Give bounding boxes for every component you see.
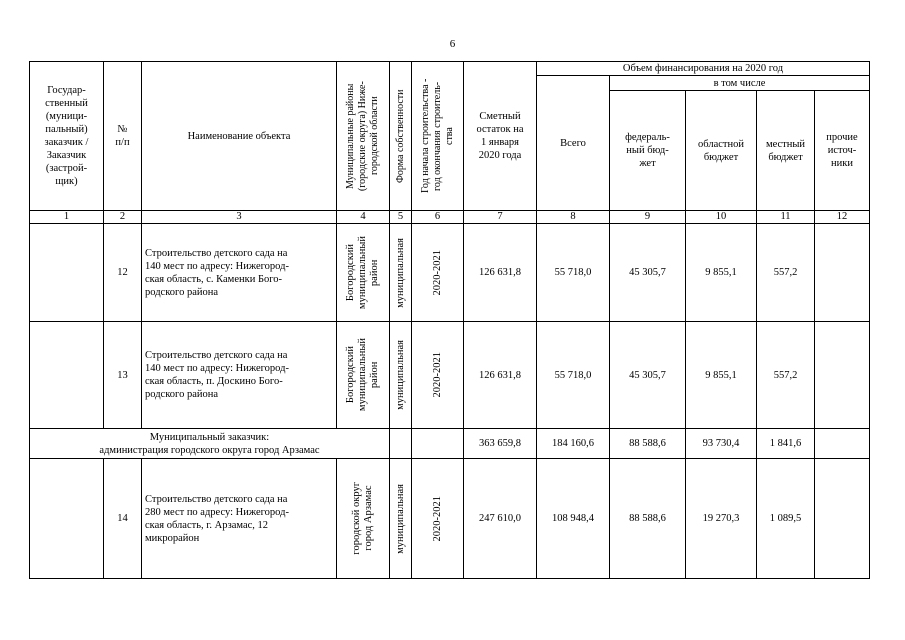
header-years-text: Год начала строительства - год окончания строитель- ства <box>419 78 455 194</box>
header-num <box>104 62 142 211</box>
col-num-7: 7 <box>464 211 537 224</box>
row-ownership <box>390 224 412 322</box>
row-years <box>412 322 464 429</box>
table-row <box>30 224 870 322</box>
subtotal-ownership <box>390 429 412 459</box>
row-object-name <box>142 322 337 429</box>
row-customer <box>30 459 104 579</box>
header-regional-text: областной бюджет <box>698 138 744 163</box>
row-object-name-text: Строительство детского сада на 140 мест по адресу: Нижегород- ская область, п. Доскино Бого- родского района <box>145 350 289 400</box>
col-num-5: 5 <box>390 211 412 224</box>
subtotal-federal: 88 588,6 <box>610 429 686 459</box>
header-ownership-text: Форма собственности <box>394 89 406 183</box>
header-local-text: местный бюджет <box>765 138 806 163</box>
subtotal-label-text: Муниципальный заказчик: администрация городского округа город Арзамас <box>99 431 320 456</box>
header-federal-text: федераль- ный бюд- жет <box>625 132 670 169</box>
header-financing-title: Объем финансирования на 2020 год <box>537 62 870 76</box>
col-num-11: 11 <box>757 211 815 224</box>
row-ownership-text: муниципальная <box>395 237 406 308</box>
col-num-9: 9 <box>610 211 686 224</box>
subtotal-regional: 93 730,4 <box>686 429 757 459</box>
header-other <box>815 91 870 211</box>
row-district <box>337 459 390 579</box>
header-ownership <box>390 62 412 211</box>
row-total: 55 718,0 <box>537 224 610 322</box>
financing-table <box>29 61 870 579</box>
row-object-name <box>142 224 337 322</box>
row-ownership <box>390 459 412 579</box>
row-district-text: городской округ город Арзамас <box>351 482 374 555</box>
row-total: 108 948,4 <box>537 459 610 579</box>
row-years-text: 2020-2021 <box>432 249 443 296</box>
row-regional: 19 270,3 <box>686 459 757 579</box>
header-customer <box>30 62 104 211</box>
row-local: 1 089,5 <box>757 459 815 579</box>
row-other <box>815 224 870 322</box>
column-numbers-row <box>30 211 870 224</box>
row-ownership-text: муниципальная <box>395 483 406 554</box>
row-estimate: 126 631,8 <box>464 322 537 429</box>
row-local: 557,2 <box>757 322 815 429</box>
row-regional: 9 855,1 <box>686 322 757 429</box>
page-number: 6 <box>449 38 456 50</box>
row-object-name <box>142 459 337 579</box>
col-num-1: 1 <box>30 211 104 224</box>
col-num-10: 10 <box>686 211 757 224</box>
header-estimate <box>464 62 537 211</box>
header-regional <box>686 91 757 211</box>
row-other <box>815 322 870 429</box>
header-object-name: Наименование объекта <box>142 62 337 211</box>
subtotal-total: 184 160,6 <box>537 429 610 459</box>
row-district-text: Богородский муниципальный район <box>345 235 380 310</box>
row-ownership <box>390 322 412 429</box>
subtotal-estimate: 363 659,8 <box>464 429 537 459</box>
row-customer <box>30 224 104 322</box>
header-years <box>412 62 464 211</box>
subtotal-row <box>30 429 870 459</box>
col-num-8: 8 <box>537 211 610 224</box>
row-years-text: 2020-2021 <box>432 352 443 398</box>
subtotal-label <box>30 429 390 459</box>
header-other-text: прочие источ- ники <box>826 132 858 169</box>
row-ownership-text: муниципальная <box>395 340 406 410</box>
row-district-text: Богородский муниципальный район <box>345 338 380 412</box>
row-customer <box>30 322 104 429</box>
row-federal: 45 305,7 <box>610 322 686 429</box>
header-num-text: № п/п <box>115 124 130 148</box>
subtotal-other <box>815 429 870 459</box>
header-total: Всего <box>537 76 610 211</box>
header-local <box>757 91 815 211</box>
table-row <box>30 322 870 429</box>
row-district <box>337 322 390 429</box>
col-num-3: 3 <box>142 211 337 224</box>
row-local: 557,2 <box>757 224 815 322</box>
col-num-2: 2 <box>104 211 142 224</box>
row-other <box>815 459 870 579</box>
row-num: 14 <box>104 459 142 579</box>
row-estimate: 126 631,8 <box>464 224 537 322</box>
row-federal: 88 588,6 <box>610 459 686 579</box>
row-num: 12 <box>104 224 142 322</box>
row-regional: 9 855,1 <box>686 224 757 322</box>
header-federal <box>610 91 686 211</box>
row-district <box>337 224 390 322</box>
row-num: 13 <box>104 322 142 429</box>
subtotal-years <box>412 429 464 459</box>
table-row <box>30 459 870 579</box>
col-num-12: 12 <box>815 211 870 224</box>
row-years-text: 2020-2021 <box>432 495 443 542</box>
row-object-name-text: Строительство детского сада на 140 мест по адресу: Нижегород- ская область, с. Каменки Бого- родского района <box>145 247 289 298</box>
subtotal-local: 1 841,6 <box>757 429 815 459</box>
row-years <box>412 459 464 579</box>
col-num-4: 4 <box>337 211 390 224</box>
header-districts <box>337 62 390 211</box>
header-customer-text: Государ- ственный (муници- пальный) заказчик / Заказчик (застрой- щик) <box>44 85 89 187</box>
header-districts-text: Муниципальные районы (городские округа) Ниже- городской области <box>345 81 380 191</box>
row-total: 55 718,0 <box>537 322 610 429</box>
header-estimate-text: Сметный остаток на 1 января 2020 года <box>476 111 524 161</box>
row-estimate: 247 610,0 <box>464 459 537 579</box>
row-years <box>412 224 464 322</box>
row-federal: 45 305,7 <box>610 224 686 322</box>
header-including: в том числе <box>610 76 870 91</box>
col-num-6: 6 <box>412 211 464 224</box>
row-object-name-text: Строительство детского сада на 280 мест по адресу: Нижегород- ская область, г. Арзамас, 12 микрорайон <box>145 493 289 544</box>
